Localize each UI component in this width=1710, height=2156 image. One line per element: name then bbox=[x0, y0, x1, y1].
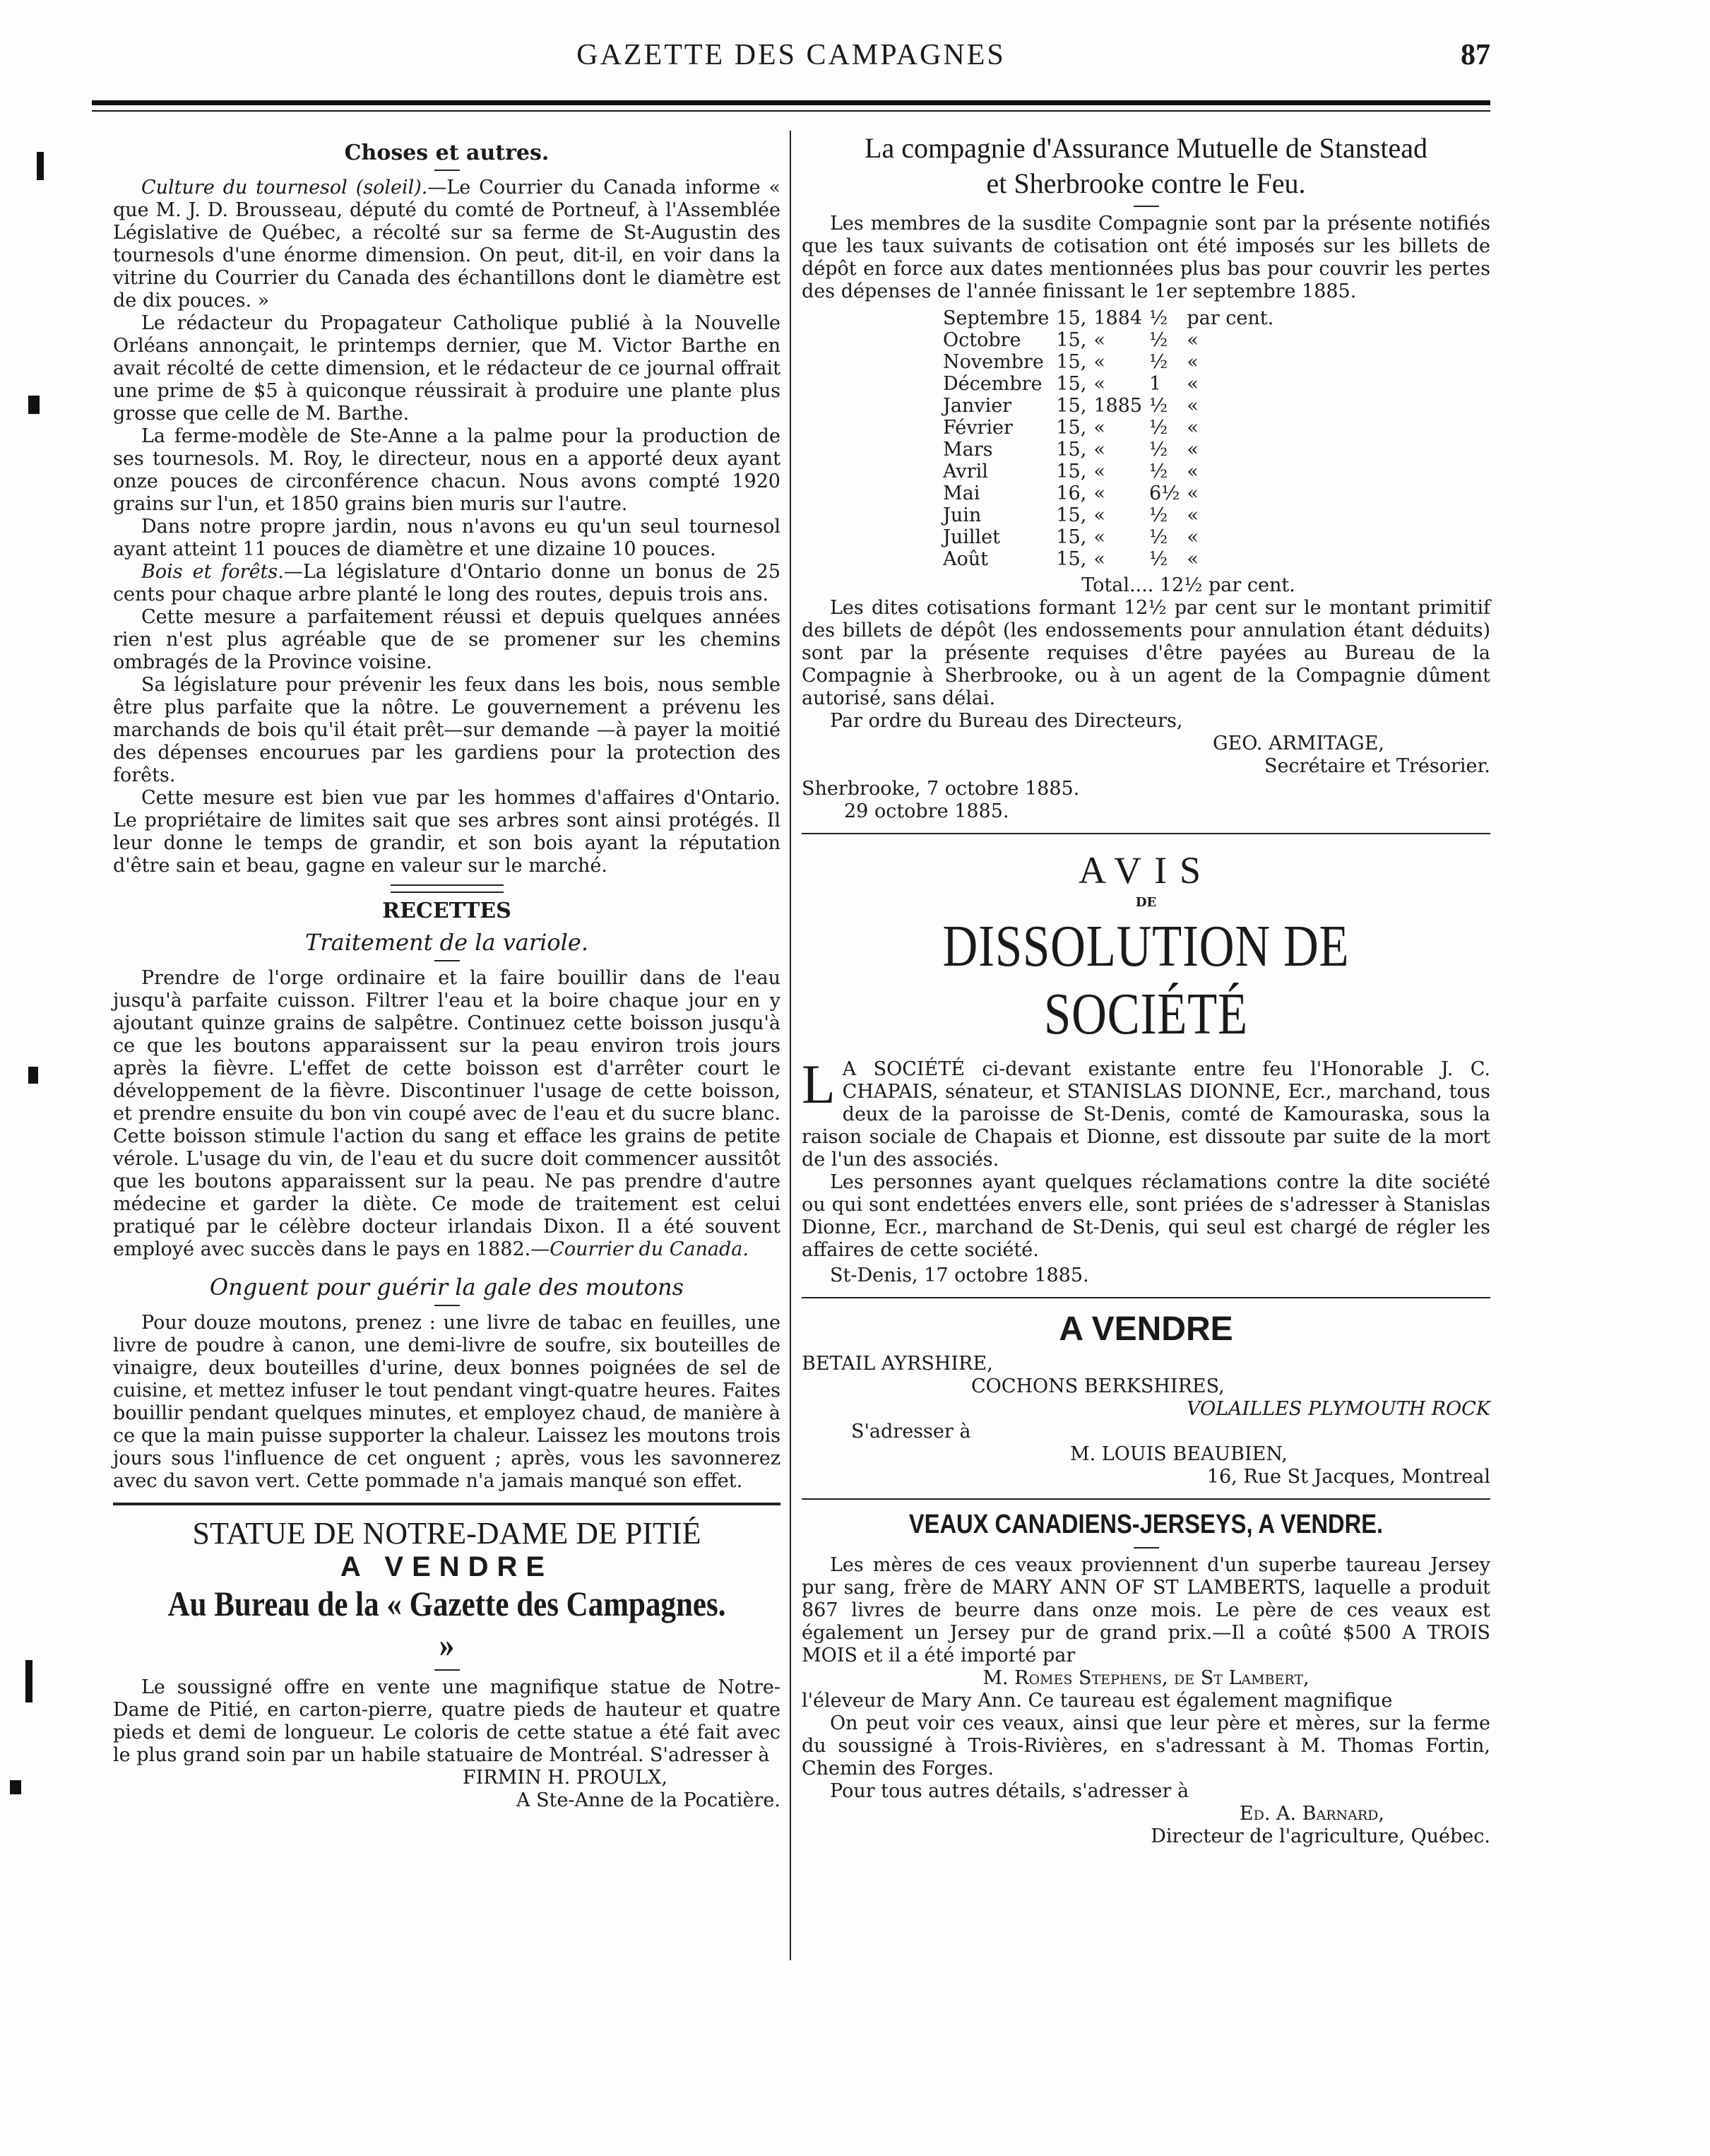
assurance-date: Sherbrooke, 7 octobre 1885. bbox=[802, 778, 1080, 800]
rates-cell: « bbox=[1093, 548, 1105, 570]
rates-row bbox=[943, 351, 1281, 373]
choses-paragraph: Cette mesure est bien vue par les hommes d'affaires d'Ontario. Le propriétaire de limites sait que ses arbres sont ainsi protégés. Il leur donne le temps de grandir, et son bois ayant la réputation d'être sain et beau, gagne en valeur sur le marché. bbox=[113, 787, 780, 877]
rates-total: Total.... 12½ par cent. bbox=[1081, 574, 1295, 596]
rates-cell: ½ bbox=[1149, 351, 1168, 373]
avis-paragraph bbox=[802, 1053, 1490, 1171]
rates-cell: Avril bbox=[943, 461, 988, 482]
veaux-paragraph: Pour tous autres détails, s'adresser à bbox=[830, 1780, 1189, 1802]
rates-cell: « bbox=[1187, 548, 1199, 570]
dash-divider bbox=[1134, 206, 1159, 207]
veaux-breeder: l'éleveur de Mary Ann. Ce taureau est également magnifique bbox=[802, 1690, 1393, 1712]
recettes-subtitle-variole: Traitement de la variole. bbox=[304, 929, 589, 956]
choses-paragraph: Sa législature pour prévenir les feux dans les bois, nous semble être plus parfaite que la nôtre. Le gouvernement a prévenu les marchands de bois qu'il était prêt—sur demande —à payer la moitié des dépenses encourues par les gardiens pour la protection des forêts. bbox=[113, 674, 780, 786]
section-rule bbox=[802, 1498, 1490, 1500]
rates-cell: « bbox=[1093, 461, 1105, 482]
rates-cell: « bbox=[1093, 417, 1105, 439]
rates-row bbox=[943, 329, 1281, 351]
choses-paragraph: La ferme-modèle de Ste-Anne a la palme pour la production de ses tournesols. M. Roy, le directeur, nous en a apporté deux ayant onze pouces de circonférence chacun. Nous avons compté 1920 grains sur l'un, et 1850 grains bien muris sur l'autre. bbox=[113, 425, 780, 515]
rates-cell: « bbox=[1093, 439, 1105, 461]
vendre-line: VOLAILLES PLYMOUTH ROCK bbox=[1186, 1398, 1490, 1420]
veaux-signature-title: Directeur de l'agriculture, Québec. bbox=[1151, 1825, 1490, 1847]
assurance-signature-name: GEO. ARMITAGE, bbox=[1212, 733, 1384, 754]
margin-mark bbox=[28, 1067, 38, 1084]
statue-bureau: Au Bureau de la « Gazette des Campagnes. » bbox=[167, 1584, 726, 1664]
assurance-date: 29 octobre 1885. bbox=[844, 800, 1009, 822]
rates-cell: ½ bbox=[1149, 548, 1168, 570]
rates-cell: ½ bbox=[1149, 504, 1168, 526]
dash-divider bbox=[1134, 1547, 1159, 1548]
rates-row bbox=[943, 373, 1281, 395]
assurance-title-line2: et Sherbrooke contre le Feu. bbox=[986, 167, 1306, 199]
rates-cell: Septembre bbox=[943, 307, 1050, 329]
rates-cell: 15, bbox=[1056, 373, 1087, 395]
assurance-paragraph: Les membres de la susdite Compagnie sont par la présente notifiés que les taux suivants de cotisation ont été imposés sur les billets de dépôt en force aux dates mentionnées plus bas pour couvrir les pertes des dépenses de l'année finissant le 1er septembre 1885. bbox=[802, 213, 1490, 302]
rates-cell: « bbox=[1187, 329, 1199, 351]
dash-divider bbox=[434, 960, 460, 961]
vendre-street: 16, Rue St Jacques, Montreal bbox=[1206, 1466, 1490, 1488]
rates-row bbox=[943, 417, 1281, 439]
choses-paragraph bbox=[113, 561, 780, 606]
rates-cell: ½ bbox=[1149, 307, 1168, 329]
rates-cell: « bbox=[1187, 351, 1199, 373]
rates-cell: 15, bbox=[1056, 329, 1087, 351]
right-column bbox=[802, 131, 1490, 1848]
rates-cell: 15, bbox=[1056, 548, 1087, 570]
dash-divider bbox=[434, 170, 460, 171]
statue-signature-place: A Ste-Anne de la Pocatière. bbox=[516, 1789, 780, 1811]
rates-cell: ½ bbox=[1149, 439, 1168, 461]
recettes-source: —Courrier du Canada. bbox=[530, 1238, 749, 1260]
rates-cell: « bbox=[1187, 373, 1199, 395]
rates-row bbox=[943, 482, 1281, 504]
choses-text-bois: —La législature d'Ontario donne un bonus de 25 cents pour chaque arbre planté le long des routes, depuis trois ans. bbox=[113, 561, 780, 605]
rates-cell: Mai bbox=[943, 482, 980, 504]
rates-row bbox=[943, 461, 1281, 482]
rates-cell: 1885 bbox=[1093, 395, 1143, 417]
rates-cell: Janvier bbox=[943, 395, 1012, 417]
rates-cell: 1884 bbox=[1093, 307, 1143, 329]
choses-paragraph: Dans notre propre jardin, nous n'avons eu qu'un seul tournesol ayant atteint 11 pouces de diamètre et une dizaine 10 pouces. bbox=[113, 516, 780, 560]
rates-cell: 15, bbox=[1056, 307, 1087, 329]
rates-cell: 6½ bbox=[1149, 482, 1180, 504]
choses-title: Choses et autres. bbox=[344, 141, 550, 165]
rates-row bbox=[943, 504, 1281, 526]
rates-cell: 15, bbox=[1056, 351, 1087, 373]
veaux-title: VEAUX CANADIENS-JERSEYS, A VENDRE. bbox=[908, 1510, 1384, 1539]
rates-cell: Juillet bbox=[943, 526, 1000, 548]
vendre-address-label: S'adresser à bbox=[851, 1421, 971, 1443]
avis-date: St-Denis, 17 octobre 1885. bbox=[830, 1264, 1089, 1286]
header-rule-thick bbox=[92, 100, 1490, 105]
assurance-paragraph: Les dites cotisations formant 12½ par cent sur le montant primitif des billets de dépôt (les endossements pour annulation étant déduits) sont par la présente requises d'être payées au Bureau de la Compagnie à Sherbrooke, ou à un agent de la Compagnie dûment autorisé, sans délai. bbox=[802, 597, 1490, 709]
section-rule bbox=[802, 833, 1490, 834]
section-rule bbox=[802, 1297, 1490, 1298]
rates-cell: « bbox=[1187, 482, 1199, 504]
avis-dropcap: L bbox=[802, 1053, 836, 1115]
veaux-signature-name: Ed. A. Barnard, bbox=[1239, 1803, 1384, 1825]
rates-cell: 15, bbox=[1056, 395, 1087, 417]
rates-row bbox=[943, 395, 1281, 417]
column-divider bbox=[790, 131, 791, 1960]
rates-cell: « bbox=[1093, 482, 1105, 504]
rates-cell: « bbox=[1093, 329, 1105, 351]
page-header bbox=[92, 35, 1490, 78]
rates-cell: ½ bbox=[1149, 395, 1168, 417]
statue-title: STATUE DE NOTRE-DAME DE PITIÉ bbox=[192, 1516, 701, 1551]
rates-cell: ½ bbox=[1149, 526, 1168, 548]
margin-mark bbox=[28, 396, 40, 414]
rates-row bbox=[943, 439, 1281, 461]
rates-cell: 15, bbox=[1056, 417, 1087, 439]
rates-row bbox=[943, 548, 1281, 570]
vendre-name: M. LOUIS BEAUBIEN, bbox=[1070, 1443, 1288, 1465]
rates-row bbox=[943, 307, 1281, 329]
rates-cell: Février bbox=[943, 417, 1013, 439]
assurance-title-line1: La compagnie d'Assurance Mutuelle de Stanstead bbox=[865, 132, 1427, 164]
rates-cell: Juin bbox=[943, 504, 982, 526]
choses-lead-bois: Bois et forêts. bbox=[141, 561, 284, 583]
rates-cell: 15, bbox=[1056, 461, 1087, 482]
newspaper-title: GAZETTE DES CAMPAGNES bbox=[576, 39, 1006, 71]
rates-cell: ½ bbox=[1149, 329, 1168, 351]
choses-lead-tournesol: Culture du tournesol (soleil). bbox=[141, 177, 428, 199]
avis-de: DE bbox=[1135, 895, 1157, 910]
choses-paragraph: Cette mesure a parfaitement réussi et depuis quelques années rien n'est plus agréable que de se promener sur les chemins ombragés de la Province voisine. bbox=[113, 606, 780, 673]
recettes-paragraph bbox=[113, 967, 780, 1261]
veaux-importer: M. Romes Stephens, de St Lambert, bbox=[982, 1667, 1310, 1689]
vendre-line: BETAIL AYRSHIRE, bbox=[802, 1353, 993, 1375]
rates-cell: Octobre bbox=[943, 329, 1021, 351]
vendre-line: COCHONS BERKSHIRES, bbox=[971, 1375, 1225, 1397]
avis-title: AVIS bbox=[1078, 849, 1214, 892]
dash-divider bbox=[434, 1669, 460, 1671]
rates-row bbox=[943, 526, 1281, 548]
dash-divider bbox=[434, 1305, 460, 1306]
rates-cell: « bbox=[1187, 417, 1199, 439]
assurance-signature-title: Secrétaire et Trésorier. bbox=[1264, 755, 1490, 777]
rates-cell: « bbox=[1093, 351, 1105, 373]
rates-cell: « bbox=[1187, 504, 1199, 526]
page-number: 87 bbox=[1461, 39, 1490, 71]
margin-mark bbox=[10, 1780, 21, 1794]
rates-table bbox=[943, 307, 1281, 570]
recettes-title: RECETTES bbox=[382, 899, 511, 923]
rates-cell: 1 bbox=[1149, 373, 1162, 395]
statue-paragraph: Le soussigné offre en vente une magnifique statue de Notre-Dame de Pitié, en carton-pierre, quatre pieds de hauteur et quatre pieds et demi de longueur. Le coloris de cette statue a été fait avec le plus grand soin par un habile statuaire de Montréal. S'adresser à bbox=[113, 1676, 780, 1766]
rates-cell: Décembre bbox=[943, 373, 1043, 395]
rates-cell: Mars bbox=[943, 439, 993, 461]
rates-cell: ½ bbox=[1149, 461, 1168, 482]
recettes-paragraph: Pour douze moutons, prenez : une livre de tabac en feuilles, une livre de poudre à canon, une demi-livre de soufre, six bouteilles de vinaigre, deux bouteilles d'urine, deux bonnes poignées de sel de cuisine, et mettez infuser le tout pendant vingt-quatre heures. Faites bouillir pendant quelques minutes, et employez chaud, de manière à ce que la main puisse supporter la chaleur. Laissez les moutons trois jours sous l'influence de cet onguent ; après, vous les savonnerez avec du savon vert. Cette pommade n'a jamais manqué son effet. bbox=[113, 1312, 780, 1492]
veaux-paragraph: On peut voir ces veaux, ainsi que leur père et mères, sur la ferme du soussigné à Trois-Rivières, en s'adressant à M. Thomas Fortin, Chemin des Forges. bbox=[802, 1712, 1490, 1779]
rates-cell: « bbox=[1093, 526, 1105, 548]
statue-signature-name: FIRMIN H. PROULX, bbox=[462, 1767, 667, 1789]
veaux-paragraph: Les mères de ces veaux proviennent d'un superbe taureau Jersey pur sang, frère de MARY ANN OF ST LAMBERTS, laquelle a produit 867 livres de beurre dans onze mois. Le père de ces veaux est également un Jersey pur de grand prix.—Il a coûté $500 A TROIS MOIS et il a été importé par bbox=[802, 1554, 1490, 1666]
recettes-subtitle-onguent: Onguent pour guérir la gale des moutons bbox=[209, 1274, 684, 1301]
recettes-text-variole: Prendre de l'orge ordinaire et la faire bouillir dans de l'eau jusqu'à parfaite cuisson. Filtrer l'eau et la boire chaque jour en y ajoutant quinze grains de salpêtre. Continuez cette boisson jusqu'à ce que les boutons apparaissent sur la peau environ trois jours après la fièvre. L'effet de cette boisson est d'arrêter court le développement de la fièvre. Discontinuer l'usage de cette boisson, et prendre ensuite du bon vin coupé avec de l'eau et du sucre blanc. Cette boisson stimule l'action du sang et efface les grains de petite vérole. L'usage du vin, de l'eau et du sucre doit commencer aussitôt que les boutons apparaissent sur la peau. Ne pas prendre d'autre médecine et garder la diète. Ce mode de traitement est celui pratiqué par le célèbre docteur irlandais Dixon. Il a été souvent employé avec succès dans le pays en 1882. bbox=[113, 967, 780, 1260]
rates-cell: « bbox=[1187, 395, 1199, 417]
choses-paragraph: Le rédacteur du Propagateur Catholique publié à la Nouvelle Orléans annonçait, le printemps dernier, que M. Victor Barthe en avait récolté de cette dimension, et le rédacteur de ce journal offrait une prime de $5 à quiconque réussirait à produire une plante plus grosse que celle de M. Barthe. bbox=[113, 312, 780, 425]
header-rule-thin bbox=[92, 110, 1490, 112]
ornament-divider bbox=[391, 884, 504, 893]
rates-cell: « bbox=[1093, 373, 1105, 395]
assurance-order: Par ordre du Bureau des Directeurs, bbox=[830, 710, 1183, 732]
rates-cell: « bbox=[1187, 461, 1199, 482]
rates-cell: Août bbox=[943, 548, 988, 570]
rates-cell: « bbox=[1187, 439, 1199, 461]
left-column bbox=[113, 131, 780, 1812]
rates-cell: par cent. bbox=[1187, 307, 1274, 329]
rates-cell: 16, bbox=[1056, 482, 1087, 504]
rates-cell: Novembre bbox=[943, 351, 1044, 373]
choses-text-tournesol: —Le Courrier du Canada informe « que M. J. D. Brousseau, député du comté de Portneuf, à l'Assemblée Législative de Québec, a récolté sur sa ferme de St-Augustin des tournesols d'une énorme dimension. On peut, dit-il, en voir dans la vitrine du Courrier du Canada des échantillons dont le diamètre est de dix pouces. » bbox=[113, 177, 780, 312]
avis-text: A SOCIÉTÉ ci-devant existante entre feu l'Honorable J. C. CHAPAIS, sénateur, et STANISLAS DIONNE, Ecr., marchand, tous deux de la paroisse de St-Denis, comté de Kamouraska, sous la raison sociale de Chapais et Dionne, est dissoute par suite de la mort de l'un des associés. bbox=[802, 1058, 1490, 1171]
margin-mark bbox=[37, 152, 44, 180]
vendre-title: A VENDRE bbox=[1059, 1310, 1233, 1348]
section-rule bbox=[113, 1503, 780, 1505]
rates-cell: 15, bbox=[1056, 526, 1087, 548]
avis-paragraph: Les personnes ayant quelques réclamations contre la dite société ou qui sont endettées envers elle, sont priées de s'adresser à Stanislas Dionne, Ecr., marchand de St-Denis, qui seul est chargé de régler les affaires de cette société. bbox=[802, 1171, 1490, 1261]
margin-mark bbox=[25, 1660, 32, 1702]
rates-cell: ½ bbox=[1149, 417, 1168, 439]
choses-paragraph bbox=[113, 177, 780, 312]
statue-a-vendre: A VENDRE bbox=[340, 1551, 554, 1582]
dissolution-title: DISSOLUTION DE SOCIÉTÉ bbox=[942, 913, 1350, 1047]
rates-cell: « bbox=[1187, 526, 1199, 548]
rates-cell: « bbox=[1093, 504, 1105, 526]
rates-cell: 15, bbox=[1056, 439, 1087, 461]
rates-cell: 15, bbox=[1056, 504, 1087, 526]
